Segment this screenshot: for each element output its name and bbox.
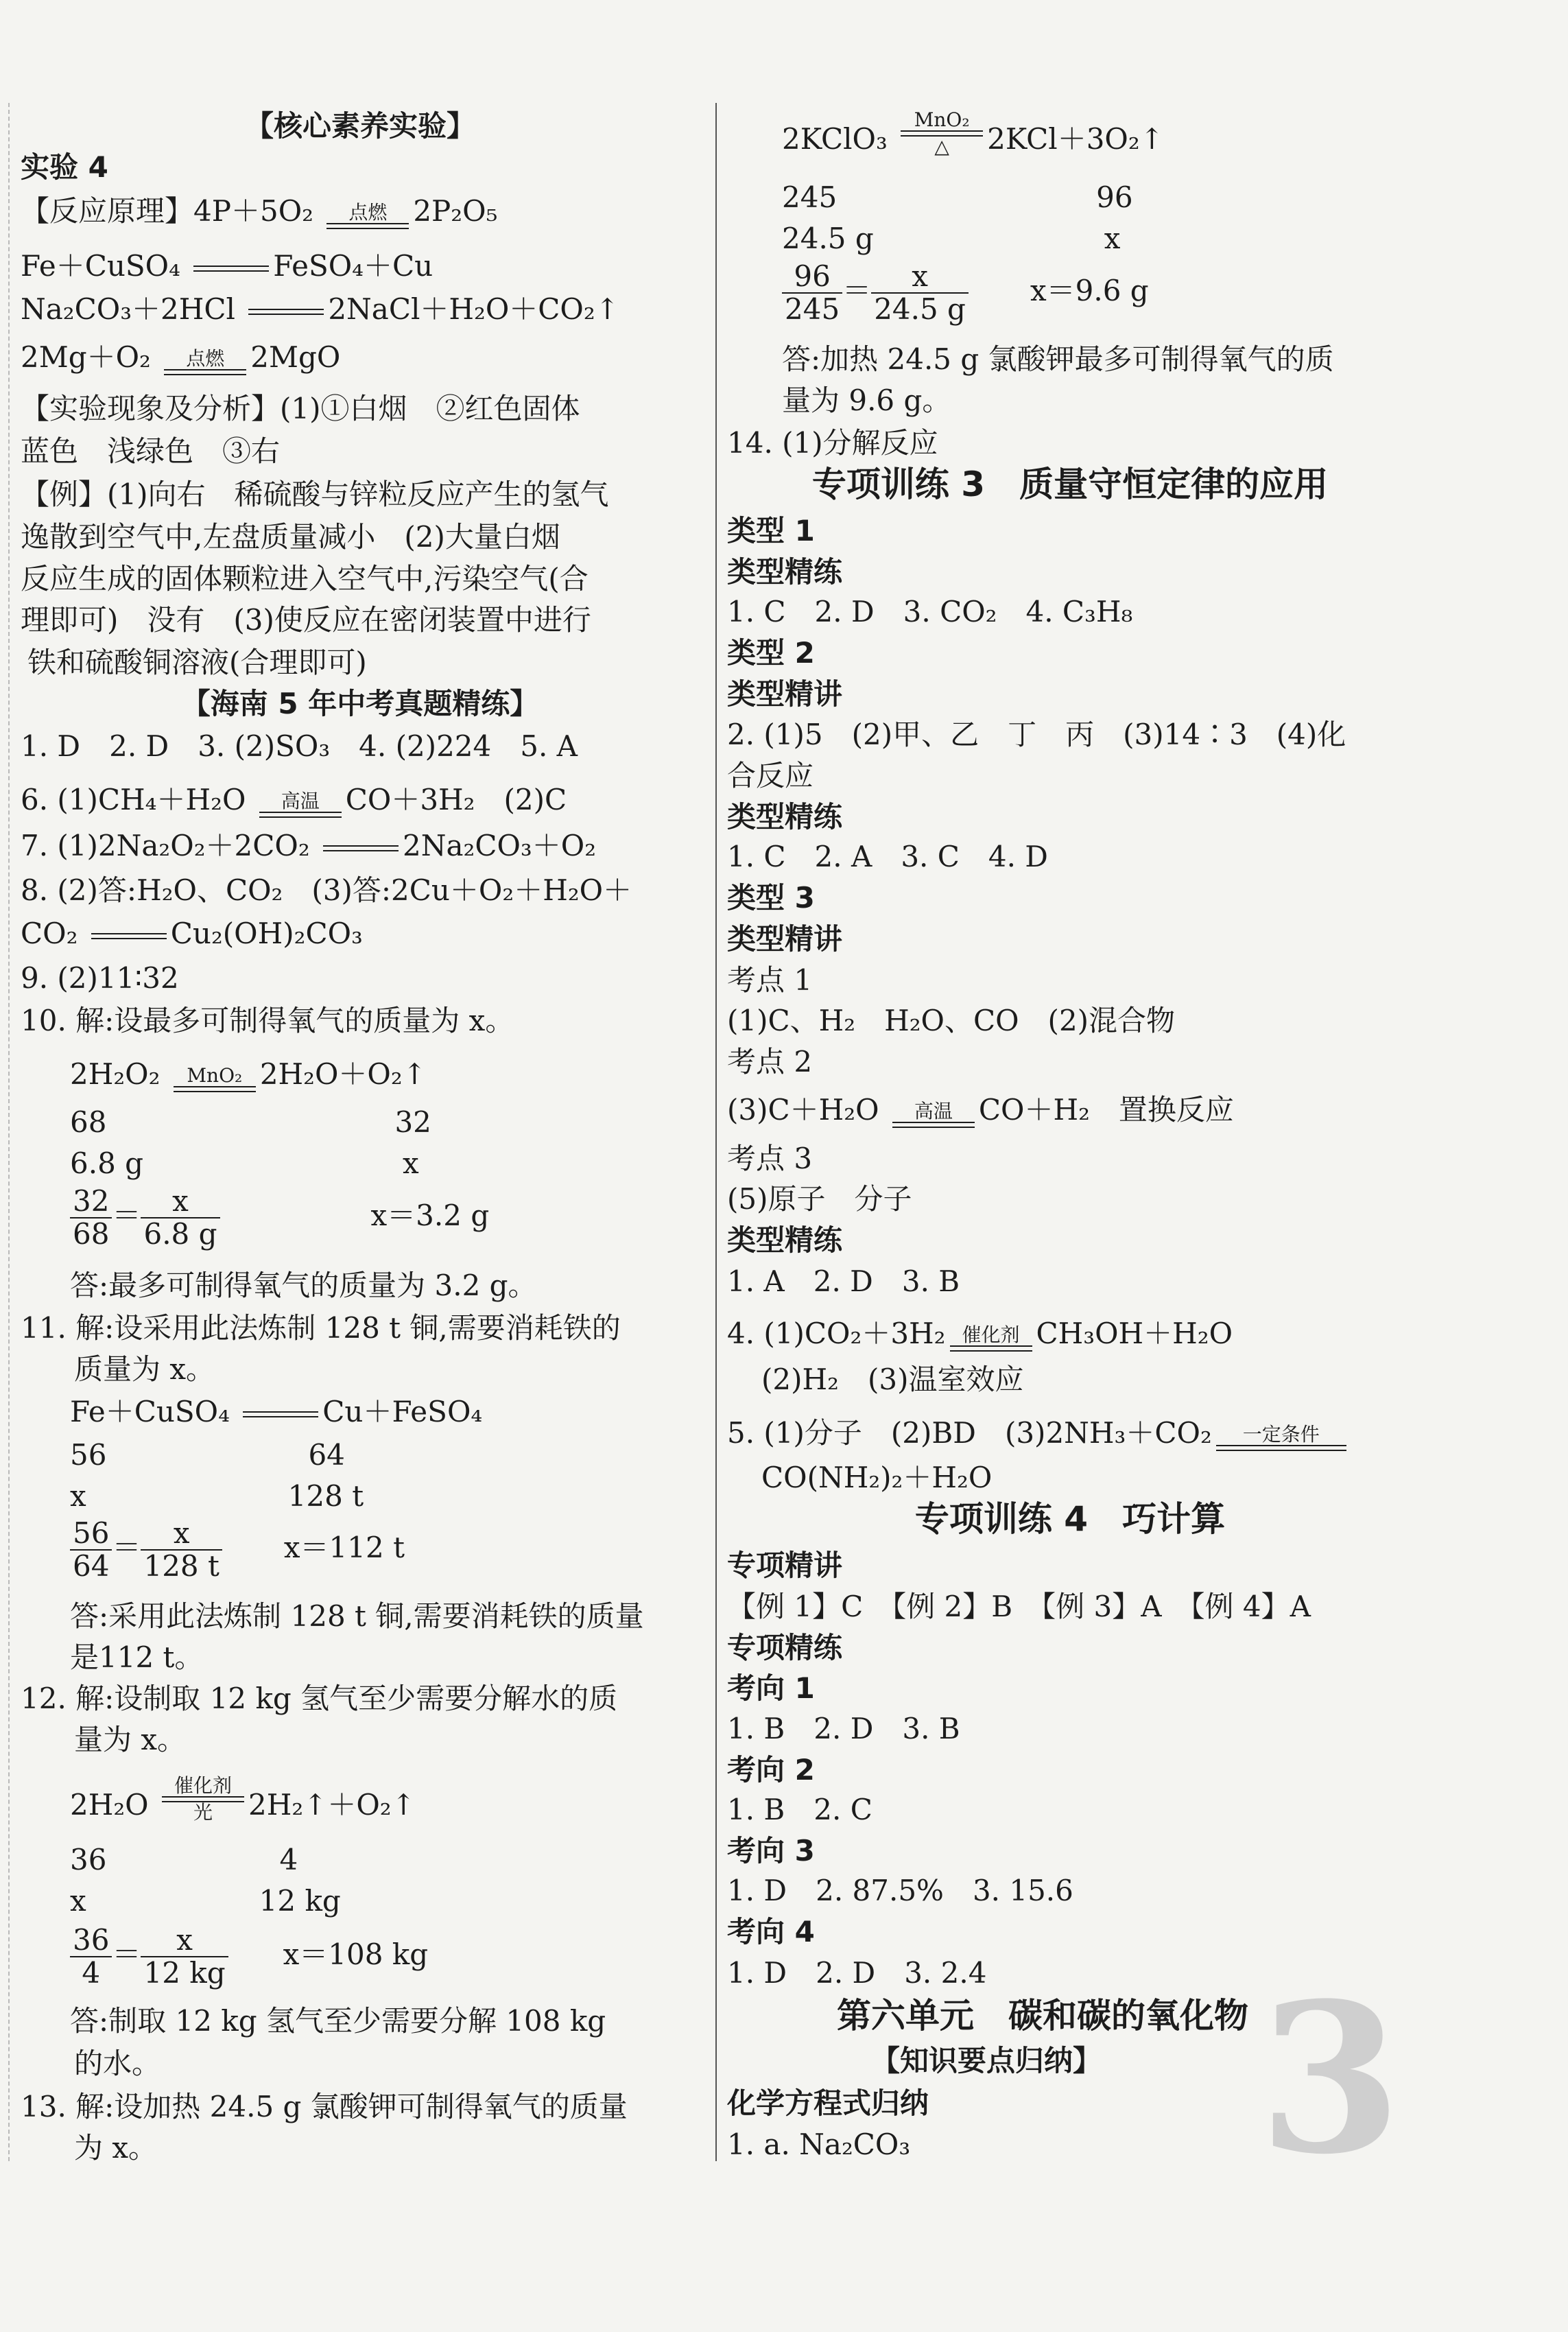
answer-line: 9. (2)11∶32 <box>21 961 179 995</box>
answer-line: 1. A 2. D 3. B <box>727 1264 960 1298</box>
mass-line: 245 96 <box>782 180 1133 214</box>
answer-line: 1. D 2. 87.5% 3. 15.6 <box>727 1874 1073 1907</box>
subheading: 考向 2 <box>727 1753 815 1787</box>
reaction-line: (3)C＋H₂O 高温 CO＋H₂ 置换反应 <box>727 1093 1234 1127</box>
text-line: 12. 解:设制取 12 kg 氢气至少需要分解水的质 <box>21 1682 618 1715</box>
subheading: 类型精练 <box>727 1223 843 1257</box>
text-line: 蓝色 浅绿色 ③右 <box>21 434 281 468</box>
text-line: 8. (2)答:H₂O、CO₂ (3)答:2Cu＋O₂＋H₂O＋ <box>21 873 632 907</box>
text-line: 为 x。 <box>74 2131 158 2165</box>
text-line: 逸散到空气中,左盘质量减小 (2)大量白烟 <box>21 520 560 554</box>
mass-line: x 128 t <box>70 1479 364 1513</box>
subheading: 考向 4 <box>727 1915 815 1948</box>
answer-line: 答:加热 24.5 g 氯酸钾最多可制得氧气的质 <box>782 342 1334 376</box>
reaction-line: Fe＋CuSO₄ FeSO₄＋Cu <box>21 249 433 283</box>
subheading: 类型 2 <box>727 636 815 670</box>
section-title: 专项训练 4 巧计算 <box>914 1499 1226 1539</box>
section-heading: 【海南 5 年中考真题精练】 <box>181 687 539 720</box>
mass-line: x 12 kg <box>70 1884 341 1918</box>
answer-line: 合反应 <box>727 759 814 792</box>
answer-line: 1. B 2. D 3. B <box>727 1712 960 1745</box>
proportion-line: $\frac{36}{4}$ ＝ $\frac{x}{12 kg}$ x＝108 kg <box>70 1924 428 1989</box>
subheading: 化学方程式归纳 <box>727 2086 929 2120</box>
text-line: 11. 解:设采用此法炼制 128 t 铜,需要消耗铁的 <box>21 1311 621 1345</box>
answer-line: 1. C 2. D 3. CO₂ 4. C₃H₈ <box>727 595 1133 628</box>
subheading: 类型精讲 <box>727 922 843 956</box>
reaction-line: 2H₂O₂ MnO₂ 2H₂O＋O₂↑ <box>70 1057 427 1091</box>
answer-line: 1. C 2. A 3. C 4. D <box>727 840 1048 873</box>
subheading: 考点 3 <box>727 1142 813 1175</box>
subheading: 考向 3 <box>727 1834 815 1868</box>
reaction-line: 4. (1)CO₂＋3H₂ 催化剂 CH₃OH＋H₂O <box>727 1317 1233 1350</box>
text-line: 铁和硫酸铜溶液(合理即可) <box>27 646 367 679</box>
subheading: 考向 1 <box>727 1671 815 1705</box>
reaction-line: 2H₂O 催化剂 光 2H₂↑＋O₂↑ <box>70 1774 416 1824</box>
text-line: 13. 解:设加热 24.5 g 氯酸钾可制得氧气的质量 <box>21 2090 628 2123</box>
answer-line: 1. D 2. D 3. (2)SO₃ 4. (2)224 5. A <box>21 729 578 763</box>
answer-line: 是112 t。 <box>70 1640 204 1674</box>
answer-line: 14. (1)分解反应 <box>727 426 938 460</box>
answer-line: 量为 9.6 g。 <box>782 384 951 417</box>
text-line: 质量为 x。 <box>74 1352 215 1386</box>
text-line: 量为 x。 <box>74 1723 187 1756</box>
answer-line: (5)原子 分子 <box>727 1182 912 1216</box>
mass-line: 56 64 <box>70 1438 345 1472</box>
section-heading: 【核心素养实验】 <box>244 109 475 143</box>
subheading: 考点 2 <box>727 1045 813 1079</box>
mass-line: 24.5 g x <box>782 222 1121 255</box>
text-line: 反应生成的固体颗粒进入空气中,污染空气(合 <box>21 562 589 596</box>
mass-line: 36 4 <box>70 1843 298 1876</box>
subheading: 类型 3 <box>727 881 815 915</box>
answer-line: 答:最多可制得氧气的质量为 3.2 g。 <box>70 1269 537 1302</box>
answer-line: (2)H₂ (3)温室效应 <box>761 1363 1024 1396</box>
text-line: 理即可) 没有 (3)使反应在密闭装置中进行 <box>21 603 591 637</box>
subheading: 类型精讲 <box>727 677 843 711</box>
section-heading: 【知识要点归纳】 <box>871 2044 1102 2077</box>
reaction-line: 6. (1)CH₄＋H₂O 高温 CO＋3H₂ (2)C <box>21 783 567 816</box>
answer-line: 的水。 <box>74 2047 161 2080</box>
mass-line: 6.8 g x <box>70 1146 419 1180</box>
answer-line: 1. B 2. C <box>727 1793 872 1826</box>
unit-number-watermark: 3 <box>1259 1957 1402 2200</box>
subheading: 类型精练 <box>727 800 843 834</box>
reaction-line: 2KClO₃ MnO₂ △ 2KCl＋3O₂↑ <box>782 108 1164 158</box>
text-line: 10. 解:设最多可制得氧气的质量为 x。 <box>21 1004 514 1037</box>
subheading: 专项精练 <box>727 1631 843 1664</box>
section-title: 专项训练 3 质量守恒定律的应用 <box>811 464 1329 504</box>
reaction-line: CO(NH₂)₂＋H₂O <box>761 1461 993 1494</box>
proportion-line: $\frac{56}{64}$ ＝ $\frac{x}{128 t}$ x＝112 t <box>70 1518 405 1582</box>
reaction-line: 2Mg＋O₂ 点燃 2MgO <box>21 340 341 374</box>
answer-line: 1. a. Na₂CO₃ <box>727 2128 911 2161</box>
proportion-line: $\frac{32}{68}$ ＝ $\frac{x}{6.8 g}$ x＝3.2 g <box>70 1186 489 1250</box>
experiment-title: 实验 4 <box>21 150 108 184</box>
text-line: 【例】(1)向右 稀硫酸与锌粒反应产生的氢气 <box>21 478 609 511</box>
page-edge-marks <box>8 103 12 2161</box>
proportion-line: $\frac{96}{245}$ ＝ $\frac{x}{24.5 g}$ x＝9.6 g <box>782 261 1149 325</box>
text-line: 【实验现象及分析】(1)①白烟 ②红色固体 <box>21 392 580 425</box>
unit-title: 第六单元 碳和碳的氧化物 <box>837 1996 1248 2036</box>
answer-line: 【例 1】C 【例 2】B 【例 3】A 【例 4】A <box>727 1590 1311 1623</box>
reaction-line: Na₂CO₃＋2HCl 2NaCl＋H₂O＋CO₂↑ <box>21 292 619 326</box>
answer-line: 答:制取 12 kg 氢气至少需要分解 108 kg <box>70 2004 606 2038</box>
reaction-line: CO₂ Cu₂(OH)₂CO₃ <box>21 917 363 950</box>
subheading: 类型 1 <box>727 514 815 547</box>
subheading: 类型精练 <box>727 555 843 589</box>
reaction-line: 7. (1)2Na₂O₂＋2CO₂ 2Na₂CO₃＋O₂ <box>21 829 597 862</box>
answer-line: (1)C、H₂ H₂O、CO (2)混合物 <box>727 1004 1176 1037</box>
answer-line: 2. (1)5 (2)甲、乙 丁 丙 (3)14∶3 (4)化 <box>727 718 1346 751</box>
reaction-line: Fe＋CuSO₄ Cu＋FeSO₄ <box>70 1395 483 1428</box>
reaction-line: 5. (1)分子 (2)BD (3)2NH₃＋CO₂ 一定条件 <box>727 1415 1351 1451</box>
column-divider <box>715 103 717 2161</box>
mass-line: 68 32 <box>70 1105 431 1139</box>
subheading: 专项精讲 <box>727 1548 843 1582</box>
answer-line: 1. D 2. D 3. 2.4 <box>727 1956 987 1990</box>
subheading: 考点 1 <box>727 963 813 997</box>
reaction-line: 【反应原理】4P＋5O₂ 点燃 2P₂O₅ <box>21 194 498 228</box>
answer-line: 答:采用此法炼制 128 t 铜,需要消耗铁的质量 <box>70 1599 644 1633</box>
condition-arrow: 点燃 <box>326 202 409 229</box>
